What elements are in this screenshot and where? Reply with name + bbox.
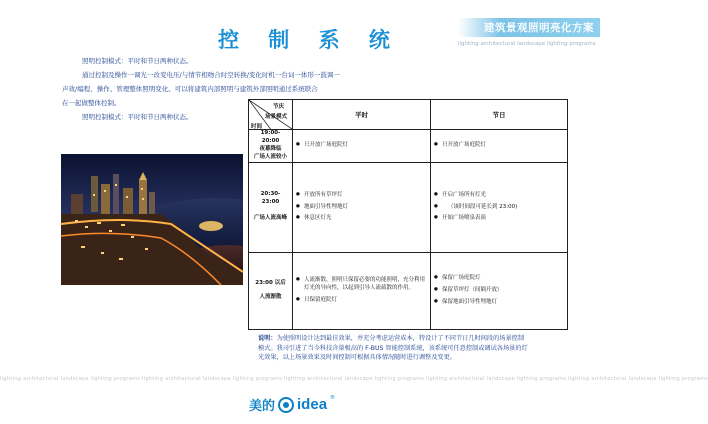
intro-line-2: 通过控制及操作一调光一改变电压/与情节相吻合时空转换/变化时机一台词一体形一鼓调一: [82, 71, 340, 79]
list-item: ● 只开放广场庭院灯: [434, 142, 564, 150]
logo-cn-text: 美的: [249, 399, 276, 414]
list-item: ● 保留地面引导性埋地灯: [434, 299, 564, 307]
time-cell: [249, 252, 293, 329]
page-title: 控 制 系 统: [218, 27, 401, 52]
header-banner-title: 建筑景观照明亮化方案: [458, 18, 600, 37]
note-label: 说明：: [258, 335, 277, 342]
list-item: ● 保留草坪灯（间隔开放）: [434, 287, 564, 295]
list-item: ● 只保留庭院灯: [296, 297, 427, 305]
time-desc: 人流渐散: [259, 293, 282, 300]
corner-label-holiday: 节庆: [273, 104, 285, 110]
time-desc: 广场人流较小: [253, 153, 287, 160]
table-row: [249, 162, 568, 252]
description-note: [258, 334, 528, 363]
corner-label-scene-mode: 场景模式: [265, 114, 288, 120]
time-range: 20:30-23:00: [260, 191, 281, 206]
header-banner-subtitle: lighting architectural landscape lighting programs: [458, 41, 596, 47]
table-row: [249, 130, 568, 163]
list-item: ● 开放所有草坪灯: [296, 192, 427, 200]
header-banner: [458, 18, 600, 47]
list-item: ● 只开放广场庭院灯: [296, 142, 427, 150]
time-desc: 广场人流高峰: [253, 215, 287, 222]
intro-line-5: 照明控制模式：平时和节日两种状态。: [82, 113, 193, 121]
time-desc: 夜幕降临: [259, 145, 282, 152]
intro-line-4: 在一起做整体控制。: [62, 99, 121, 107]
list-item-note: ● （该时间段可延长到 23:00): [434, 204, 564, 212]
note-text: 为使照明设计达到最佳效果，并充分考虑运营成本，特设计了不同节日几时间段的场景控制模式。我司引进了当今科技含量极高的 F-BUS 智能控制系统，该系统可任意控制或调试各场景的灯光效果，以上场景效果及时间控制可根据具体情况随时进行调整及变更。: [258, 335, 528, 362]
scene-control-table: [248, 99, 568, 330]
time-cell: [249, 130, 293, 163]
holiday-mode-cell: [431, 252, 568, 329]
holiday-mode-cell: [431, 130, 568, 163]
list-item: ● 人流渐散，照明只保留必要的功能照明，充分利用灯光的导向性，以起到引导人流疏散的作用。: [296, 277, 427, 292]
registered-icon: ®: [330, 395, 336, 401]
night-skyline-illustration: [61, 154, 243, 285]
holiday-mode-cell: [431, 162, 568, 252]
night-city-photo: [61, 154, 243, 285]
intro-line-3: 声效/编程、操作、管理整体照明变化。可以将建筑内部照明与建筑外部照明通过系统联合: [62, 85, 318, 93]
list-item: ● 开始广场喷泉表演: [434, 215, 564, 223]
list-item: ● 开启广场所有灯光: [434, 192, 564, 200]
normal-mode-cell: [293, 130, 431, 163]
corner-label-time: 时间: [251, 124, 263, 130]
column-header-normal: 平时: [293, 100, 431, 130]
midea-m-icon: [278, 397, 294, 413]
table-corner-header: [249, 100, 293, 130]
footer-tagline-strip: lighting architectural landscape lighting programs lighting architectural landscape lighting programs lighting architectural landscape lighting programs lighting architectural landscape lighting programs lighting architectural landscape lighting programs: [0, 376, 708, 382]
list-item: ● 地面引导性埋地灯: [296, 204, 427, 212]
logo-en-text: idea: [297, 396, 328, 413]
list-item: ● 休息区灯光: [296, 215, 427, 223]
column-header-holiday: 节日: [431, 100, 568, 130]
list-item: ● 保留广场庭院灯: [434, 275, 564, 283]
time-range: 23:00 以后: [255, 279, 286, 286]
time-range: 19:00-20:00: [260, 130, 281, 144]
normal-mode-cell: [293, 162, 431, 252]
midea-logo: [249, 395, 335, 414]
intro-line-1: 照明控制模式：平时和节日两种状态。: [82, 57, 193, 65]
table-row: [249, 252, 568, 329]
normal-mode-cell: [293, 252, 431, 329]
time-cell: [249, 162, 293, 252]
